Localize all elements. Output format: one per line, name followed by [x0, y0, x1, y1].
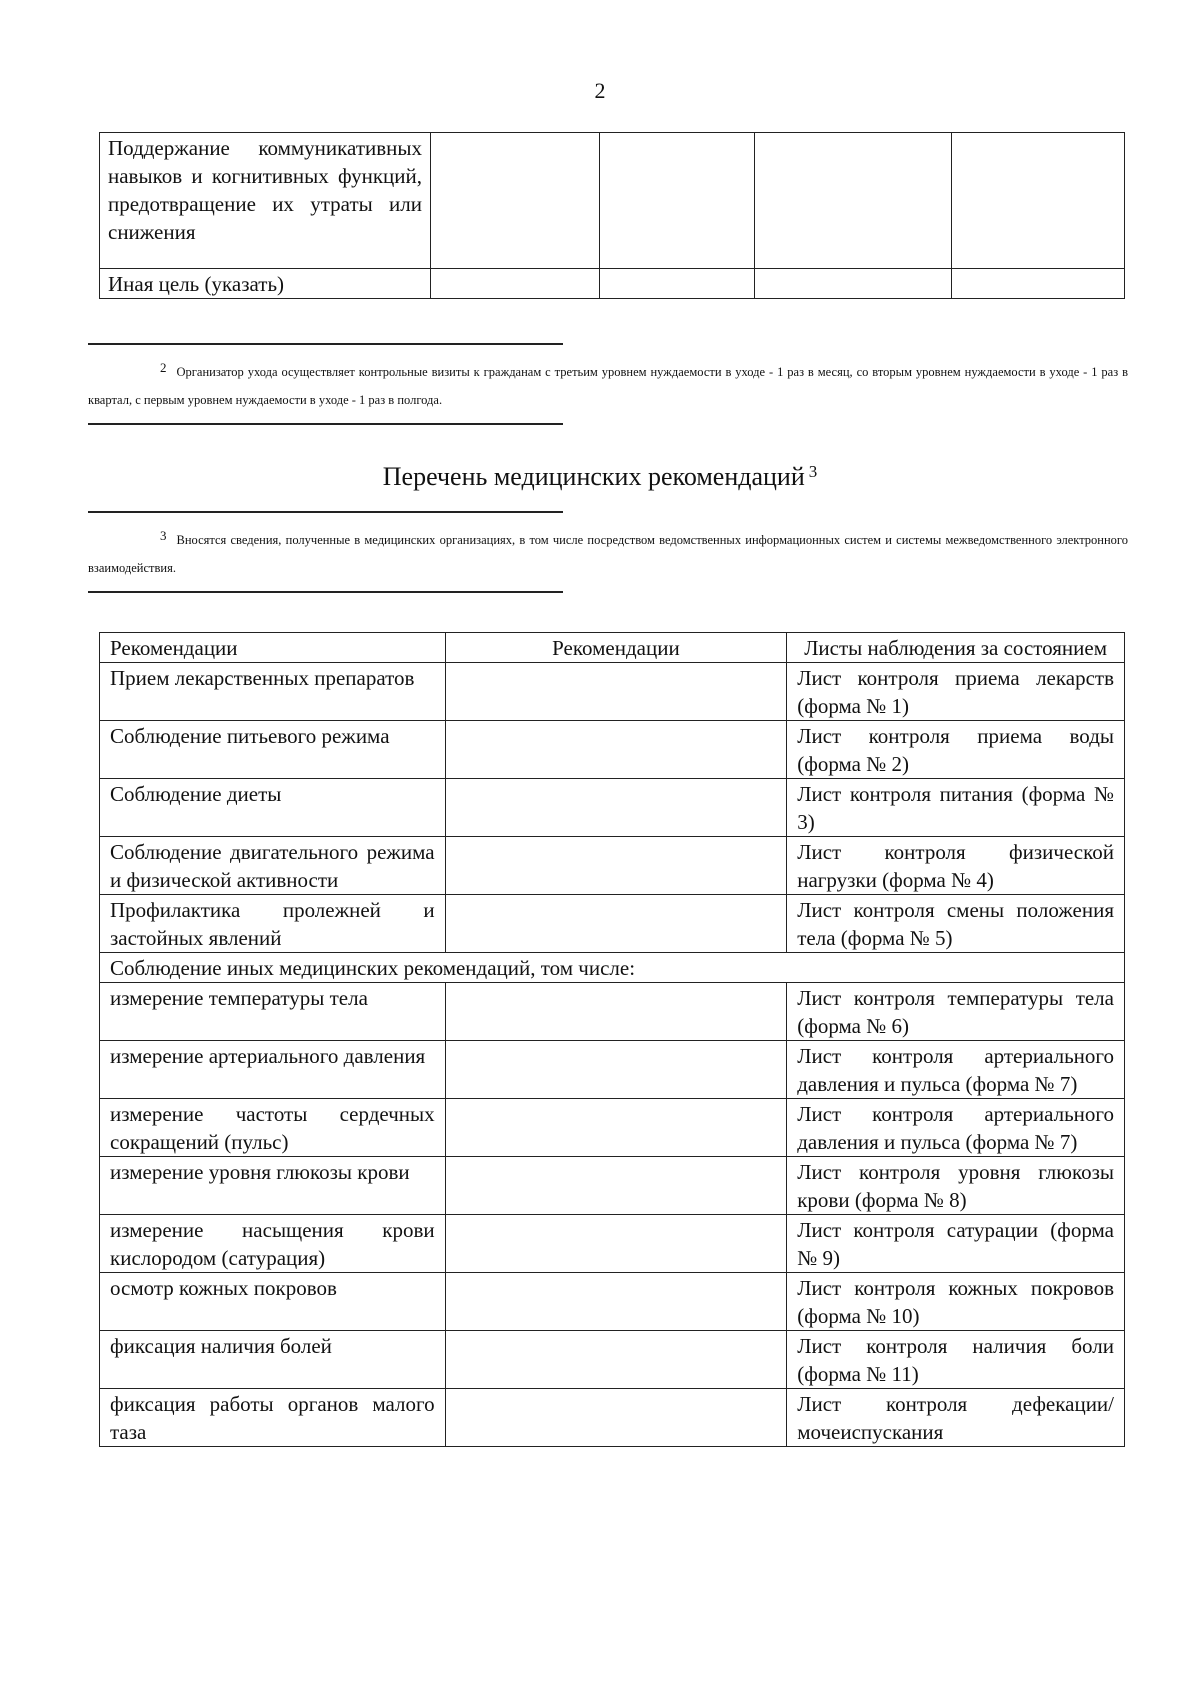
table-row — [100, 1273, 1125, 1331]
value-cell[interactable] — [445, 1099, 787, 1157]
recommendations-table — [99, 632, 1125, 1447]
value-cell[interactable] — [445, 721, 787, 779]
sheet-cell: Лист контроля артериального давления и пульса (форма № 7) — [787, 1041, 1125, 1099]
goal-cell[interactable] — [755, 133, 952, 269]
sheet-cell: Лист контроля уровня глюкозы крови (форма № 8) — [787, 1157, 1125, 1215]
sheet-cell: Лист контроля сатурации (форма № 9) — [787, 1215, 1125, 1273]
value-cell[interactable] — [445, 1041, 787, 1099]
sheet-cell: Лист контроля температуры тела (форма № 6) — [787, 983, 1125, 1041]
value-cell[interactable] — [445, 663, 787, 721]
footnote-divider — [88, 591, 563, 593]
goal-cell[interactable] — [431, 269, 600, 299]
sheet-cell: Лист контроля наличия боли (форма № 11) — [787, 1331, 1125, 1389]
goals-table — [99, 132, 1125, 299]
value-cell[interactable] — [445, 895, 787, 953]
value-cell[interactable] — [445, 1273, 787, 1331]
sheet-cell: Лист контроля физической нагрузки (форма № 4) — [787, 837, 1125, 895]
column-header: Листы наблюдения за состоянием — [787, 633, 1125, 663]
column-header: Рекомендации — [100, 633, 446, 663]
value-cell[interactable] — [445, 779, 787, 837]
footnote-divider — [88, 343, 563, 345]
value-cell[interactable] — [445, 837, 787, 895]
table-row — [100, 1215, 1125, 1273]
recommendation-cell: Соблюдение диеты — [100, 779, 446, 837]
table-row — [100, 721, 1125, 779]
footnote-2-body — [88, 358, 1128, 414]
table-row — [100, 1389, 1125, 1447]
value-cell[interactable] — [445, 983, 787, 1041]
footnote-2-marker: 2 — [160, 360, 167, 375]
table-row — [100, 983, 1125, 1041]
footnote-2-text: Организатор ухода осуществляет контрольные визиты к гражданам с третьим уровнем нуждаемости в уходе - 1 раз в месяц, со вторым уровнем нуждаемости в уходе - 1 раз в квартал, с первым уровнем нуждаемости в уходе - 1 раз в полгода. — [88, 365, 1128, 407]
table-row — [100, 837, 1125, 895]
table-row — [100, 1157, 1125, 1215]
goal-cell[interactable] — [600, 133, 755, 269]
page-number: 2 — [594, 78, 606, 103]
goal-label: Поддержание коммуникативных навыков и когнитивных функций, предотвращение их утраты или снижения — [100, 133, 431, 269]
footnote-3-text: Вносятся сведения, полученные в медицинских организациях, в том числе посредством ведомственных информационных систем и системы межведомственного электронного взаимодействия. — [88, 533, 1128, 575]
table-row — [100, 779, 1125, 837]
recommendation-cell: измерение уровня глюкозы крови — [100, 1157, 446, 1215]
footnote-3-marker: 3 — [160, 528, 167, 543]
sheet-cell: Лист контроля дефекации/мочеиспускания — [787, 1389, 1125, 1447]
goal-cell[interactable] — [952, 133, 1125, 269]
table-row — [100, 953, 1125, 983]
table-row — [100, 895, 1125, 953]
recommendation-cell: измерение артериального давления — [100, 1041, 446, 1099]
footnote-3 — [88, 526, 1128, 582]
value-cell[interactable] — [445, 1215, 787, 1273]
sheet-cell: Лист контроля приема воды (форма № 2) — [787, 721, 1125, 779]
recommendation-cell: измерение температуры тела — [100, 983, 446, 1041]
table-row — [100, 1099, 1125, 1157]
table-row — [100, 133, 1125, 269]
table-row — [100, 663, 1125, 721]
goal-cell[interactable] — [431, 133, 600, 269]
section-title-marker: 3 — [808, 462, 818, 481]
goal-label: Иная цель (указать) — [100, 269, 431, 299]
sheet-cell: Лист контроля питания (форма № 3) — [787, 779, 1125, 837]
sheet-cell: Лист контроля смены положения тела (форма № 5) — [787, 895, 1125, 953]
recommendation-cell: измерение насыщения крови кислородом (сатурация) — [100, 1215, 446, 1273]
footnote-divider — [88, 511, 563, 513]
column-header: Рекомендации — [445, 633, 787, 663]
recommendation-cell: Прием лекарственных препаратов — [100, 663, 446, 721]
goal-cell[interactable] — [755, 269, 952, 299]
sheet-cell: Лист контроля кожных покровов (форма № 10) — [787, 1273, 1125, 1331]
sheet-cell: Лист контроля приема лекарств (форма № 1) — [787, 663, 1125, 721]
recommendation-cell: осмотр кожных покровов — [100, 1273, 446, 1331]
recommendation-cell: Соблюдение питьевого режима — [100, 721, 446, 779]
goal-cell[interactable] — [600, 269, 755, 299]
value-cell[interactable] — [445, 1389, 787, 1447]
table-row — [100, 1041, 1125, 1099]
table-header-row — [100, 633, 1125, 663]
span-row-cell: Соблюдение иных медицинских рекомендаций, том числе: — [100, 953, 1125, 983]
value-cell[interactable] — [445, 1157, 787, 1215]
section-title-text: Перечень медицинских рекомендаций — [382, 462, 805, 491]
recommendation-cell: Соблюдение двигательного режима и физической активности — [100, 837, 446, 895]
footnote-divider — [88, 423, 563, 425]
table-row — [100, 1331, 1125, 1389]
recommendation-cell: измерение частоты сердечных сокращений (пульс) — [100, 1099, 446, 1157]
recommendation-cell: фиксация работы органов малого таза — [100, 1389, 446, 1447]
goal-cell[interactable] — [952, 269, 1125, 299]
value-cell[interactable] — [445, 1331, 787, 1389]
sheet-cell: Лист контроля артериального давления и пульса (форма № 7) — [787, 1099, 1125, 1157]
section-title — [0, 462, 1200, 492]
recommendation-cell: фиксация наличия болей — [100, 1331, 446, 1389]
recommendation-cell: Профилактика пролежней и застойных явлений — [100, 895, 446, 953]
footnote-3-body — [88, 526, 1128, 582]
footnote-2 — [88, 358, 1128, 414]
table-row — [100, 269, 1125, 299]
